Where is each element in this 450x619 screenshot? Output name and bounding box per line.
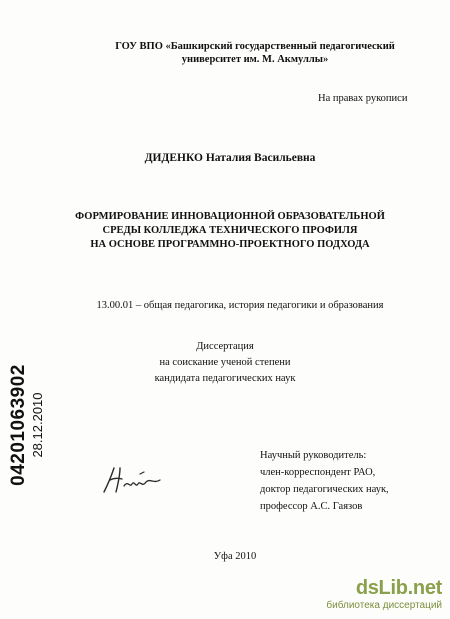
- institution-line-2: университет им. М. Акмуллы»: [181, 54, 329, 65]
- degree-line-3: кандидата педагогических наук: [154, 373, 296, 384]
- supervisor-block: [260, 447, 389, 515]
- supervisor-line-3: доктор педагогических наук,: [260, 484, 389, 495]
- dslib-logo[interactable]: dsLib.net: [355, 577, 442, 599]
- dslib-subtitle: библиотека диссертаций: [326, 600, 442, 611]
- archive-number: 04201063902: [8, 364, 29, 486]
- manuscript-note: На правах рукописи: [318, 93, 408, 104]
- title-line-2: СРЕДЫ КОЛЛЕДЖА ТЕХНИЧЕСКОГО ПРОФИЛЯ: [102, 225, 358, 236]
- city-year: Уфа 2010: [213, 551, 257, 562]
- specialty-code: 13.00.01 – общая педагогика, история педагогики и образования: [96, 300, 384, 311]
- degree-block: [125, 339, 325, 387]
- dslib-watermark[interactable]: [322, 577, 442, 611]
- supervisor-line-4: профессор А.С. Гаязов: [260, 501, 363, 512]
- handwritten-signature: [100, 462, 170, 498]
- institution-header: [60, 40, 450, 66]
- archive-stamp: [6, 355, 46, 495]
- supervisor-line-2: член-корреспондент РАО,: [260, 467, 376, 478]
- degree-line-1: Диссертация: [196, 341, 254, 352]
- degree-line-2: на соискание ученой степени: [159, 357, 291, 368]
- author-name: ДИДЕНКО Наталия Васильевна: [144, 152, 316, 164]
- title-line-1: ФОРМИРОВАНИЕ ИННОВАЦИОННОЙ ОБРАЗОВАТЕЛЬНОЙ: [75, 211, 385, 222]
- institution-line-1: ГОУ ВПО «Башкирский государственный педагогический: [115, 41, 395, 52]
- supervisor-line-1: Научный руководитель:: [260, 450, 367, 461]
- archive-date: 28.12.2010: [30, 392, 45, 458]
- dissertation-title: [40, 210, 420, 252]
- title-line-3: НА ОСНОВЕ ПРОГРАММНО-ПРОЕКТНОГО ПОДХОДА: [90, 239, 370, 250]
